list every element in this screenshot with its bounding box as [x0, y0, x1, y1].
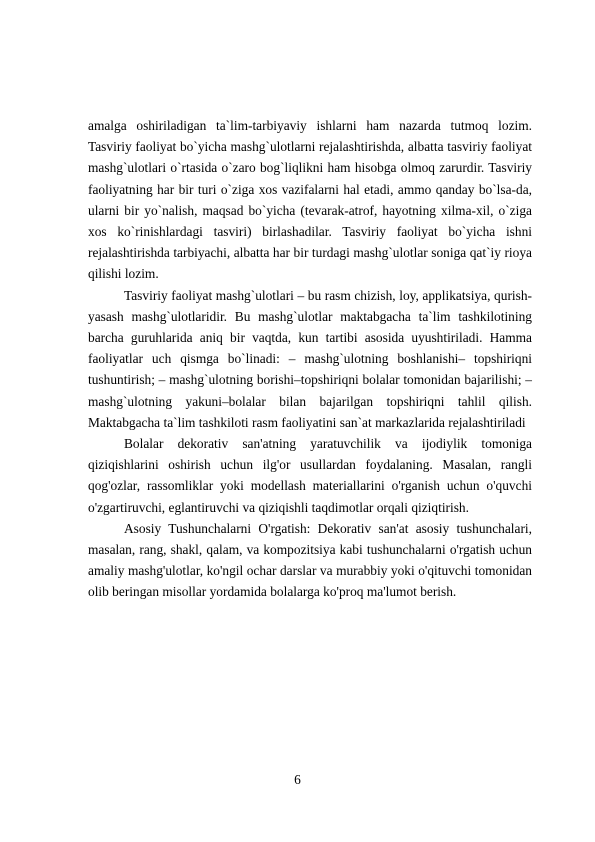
paragraph-3: Bolalar dekorativ san'atning yaratuvchilik va ijodiylik tomoniga qiziqishlarini oshirish uchun ilg'or usullardan foydalaning. Masalan, rangli qog'ozlar, rassomliklar yoki modellash materiallarini o'rganish uchun o'quvchi o'zgartiruvchi, eglantiruvchi va qiziqishli taqdimotlar orqali qiziqtirish.	[88, 436, 532, 515]
paragraph-2: Tasviriy faoliyat mashg`ulotlari – bu rasm chizish, loy, applikatsiya, qurish-yasash mashg`ulotlaridir. Bu mashg`ulotlar maktabgacha ta`lim tashkilotining barcha guruhlarida aniq bir vaqtda, kun tartibi asosida uyushtiriladi. Hamma faoliyatlar uch qismga bo`linadi: – mashg`ulotning boshlanishi– topshiriqni tushuntirish; – mashg`ulotning borishi–topshiriqni bolalar tomonidan bajarilishi; – mashg`ulotning yakuni–bolalar bilan bajarilgan topshiriqni tahlil qilish. Maktabgacha ta`lim tashkiloti rasm faoliyatini san`at markazlarida rejalashtiriladi	[88, 287, 532, 430]
paragraph-4: Asosiy Tushunchalarni O'rgatish: Dekorativ san'at asosiy tushunchalari, masalan, rang, shakl, qalam, va kompozitsiya kabi tushunchalarni o'rgatish uchun amaliy mashg'ulotlar, ko'ngil ochar darslar va murabbiy yoki o'qituvchi tomonidan olib beringan misollar yordamida bolalarga ko'proq ma'lumot berish.	[88, 520, 532, 600]
paragraph-1: amalga oshiriladigan ta`lim-tarbiyaviy ishlarni ham nazarda tutmoq lozim. Tasviriy faoliyat bo`yicha mashg`ulotlarni rejalashtirishda, albatta tasviriy faoliyat mashg`ulotlari o`rtasida o`zaro bog`liqlikni ham hisobga olmoq zarurdir. Tasviriy faoliyatning har bir turi o`ziga xos vazifalarni hal etadi, ammo qanday bo`lsa-da, ularni bir yo`nalish, maqsad bo`yicha (tevarak-atrof, hayotning xilma-xil, o`ziga xos ko`rinishlardagi tasviri) birlashadilar. Tasviriy faoliyat bo`yicha ishni rejalashtirishda tarbiyachi, albatta har bir turdagi mashg`ulotlar soniga qat`iy rioya qilishi lozim.	[88, 118, 532, 282]
body-text	[88, 115, 532, 603]
page-number: 6	[294, 772, 301, 787]
